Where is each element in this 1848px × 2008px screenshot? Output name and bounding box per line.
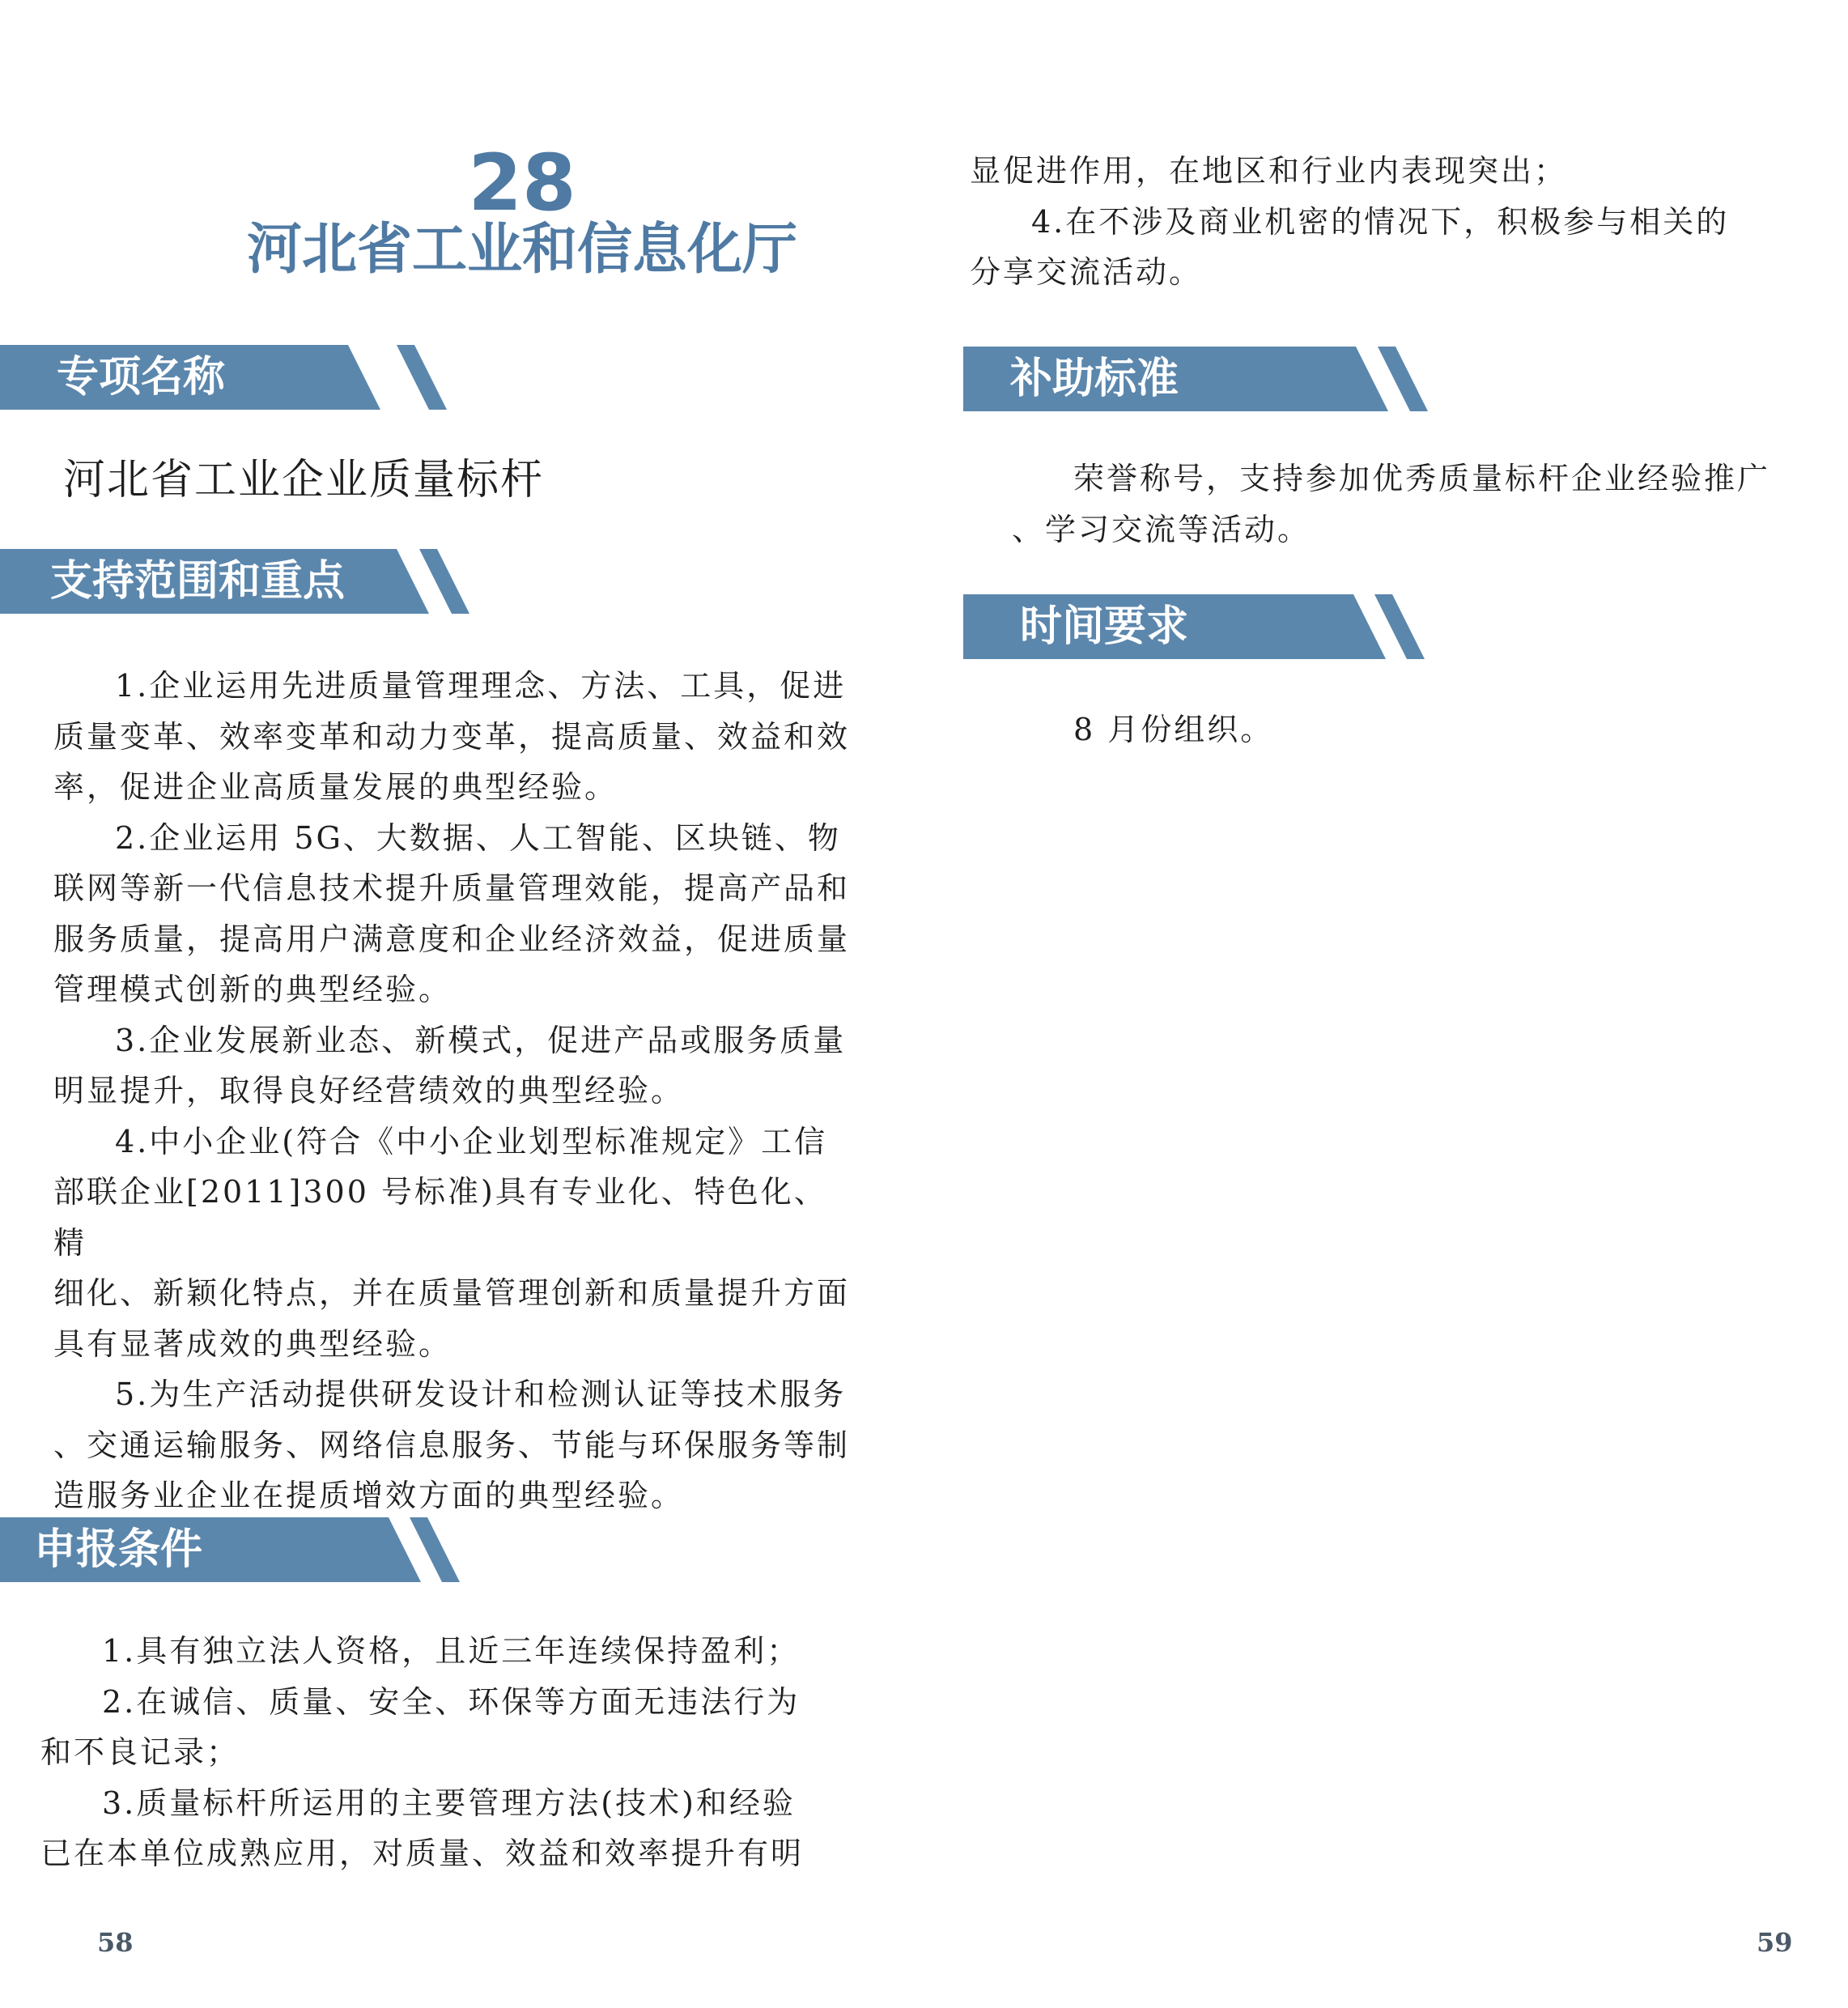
scope-line: 4.中小企业(符合《中小企业划型标准规定》工信 — [115, 1123, 828, 1159]
section-heading: 申报条件 — [34, 1525, 203, 1574]
section-header-project-name — [0, 345, 469, 410]
scope-line: 明显提升，取得良好经营绩效的典型经验。 — [53, 1073, 685, 1108]
scope-line: 、交通运输服务、网络信息服务、节能与环保服务等制 — [53, 1427, 851, 1463]
continuation-line: 4.在不涉及商业机密的情况下，积极参与相关的 — [1031, 203, 1730, 240]
section-heading: 专项名称 — [57, 353, 226, 402]
scope-line: 3.企业发展新业态、新模式，促进产品或服务质量 — [115, 1022, 847, 1058]
scope-line: 部联企业[2011]300 号标准)具有专业化、特色化、精 — [53, 1174, 827, 1261]
continuation-line: 显促进作用，在地区和行业内表现突出； — [970, 153, 1568, 189]
scope-line: 联网等新一代信息技术提升质量管理效能，提高产品和 — [53, 870, 851, 906]
condition-line: 3.质量标杆所运用的主要管理方法(技术)和经验 — [102, 1785, 796, 1821]
chapter-number: 28 — [468, 138, 576, 228]
scope-body — [53, 661, 855, 1521]
scope-line: 质量变革、效率变革和动力变革，提高质量、效益和效 — [53, 718, 851, 755]
section-header-conditions — [0, 1517, 469, 1582]
page-number-left: 58 — [97, 1927, 134, 1958]
section-heading: 支持范围和重点 — [50, 557, 346, 606]
timing-line: 8 月份组织。 — [1073, 712, 1274, 747]
continuation-body — [970, 146, 1779, 298]
scope-line: 2.企业运用 5G、大数据、人工智能、区块链、物 — [115, 819, 841, 856]
page-number-right: 59 — [1757, 1927, 1793, 1958]
section-header-scope — [0, 549, 469, 614]
condition-line: 1.具有独立法人资格，且近三年连续保持盈利； — [102, 1633, 801, 1669]
chapter-title: 河北省工业和信息化厅 — [246, 218, 797, 282]
section-heading: 补助标准 — [1010, 355, 1179, 403]
subsidy-body — [1012, 453, 1821, 555]
scope-line: 1.企业运用先进质量管理理念、方法、工具，促进 — [115, 668, 847, 704]
section-heading: 时间要求 — [1020, 602, 1189, 651]
scope-line: 5.为生产活动提供研发设计和检测认证等技术服务 — [115, 1376, 847, 1412]
scope-line: 细化、新颖化特点，并在质量管理创新和质量提升方面 — [53, 1275, 851, 1311]
condition-line: 2.在诚信、质量、安全、环保等方面无违法行为 — [102, 1683, 801, 1720]
scope-line: 率，促进企业高质量发展的典型经验。 — [53, 769, 618, 805]
scope-line: 管理模式创新的典型经验。 — [53, 972, 452, 1007]
project-name-value: 河北省工业企业质量标杆 — [63, 456, 545, 504]
scope-line: 服务质量，提高用户满意度和企业经济效益，促进质量 — [53, 921, 851, 957]
scope-line: 具有显著成效的典型经验。 — [53, 1325, 452, 1362]
subsidy-line: 、学习交流等活动。 — [1012, 511, 1311, 547]
subsidy-line: 荣誉称号，支持参加优秀质量标杆企业经验推广 — [1073, 461, 1771, 496]
condition-line: 已在本单位成熟应用，对质量、效益和效率提升有明 — [40, 1836, 805, 1871]
conditions-body — [40, 1626, 842, 1879]
scope-line: 造服务业企业在提质增效方面的典型经验。 — [53, 1478, 685, 1513]
section-header-subsidy — [963, 347, 1449, 411]
section-header-timing — [963, 594, 1449, 659]
timing-body — [1012, 704, 1821, 755]
condition-line: 和不良记录； — [40, 1734, 240, 1770]
continuation-line: 分享交流活动。 — [970, 254, 1203, 290]
